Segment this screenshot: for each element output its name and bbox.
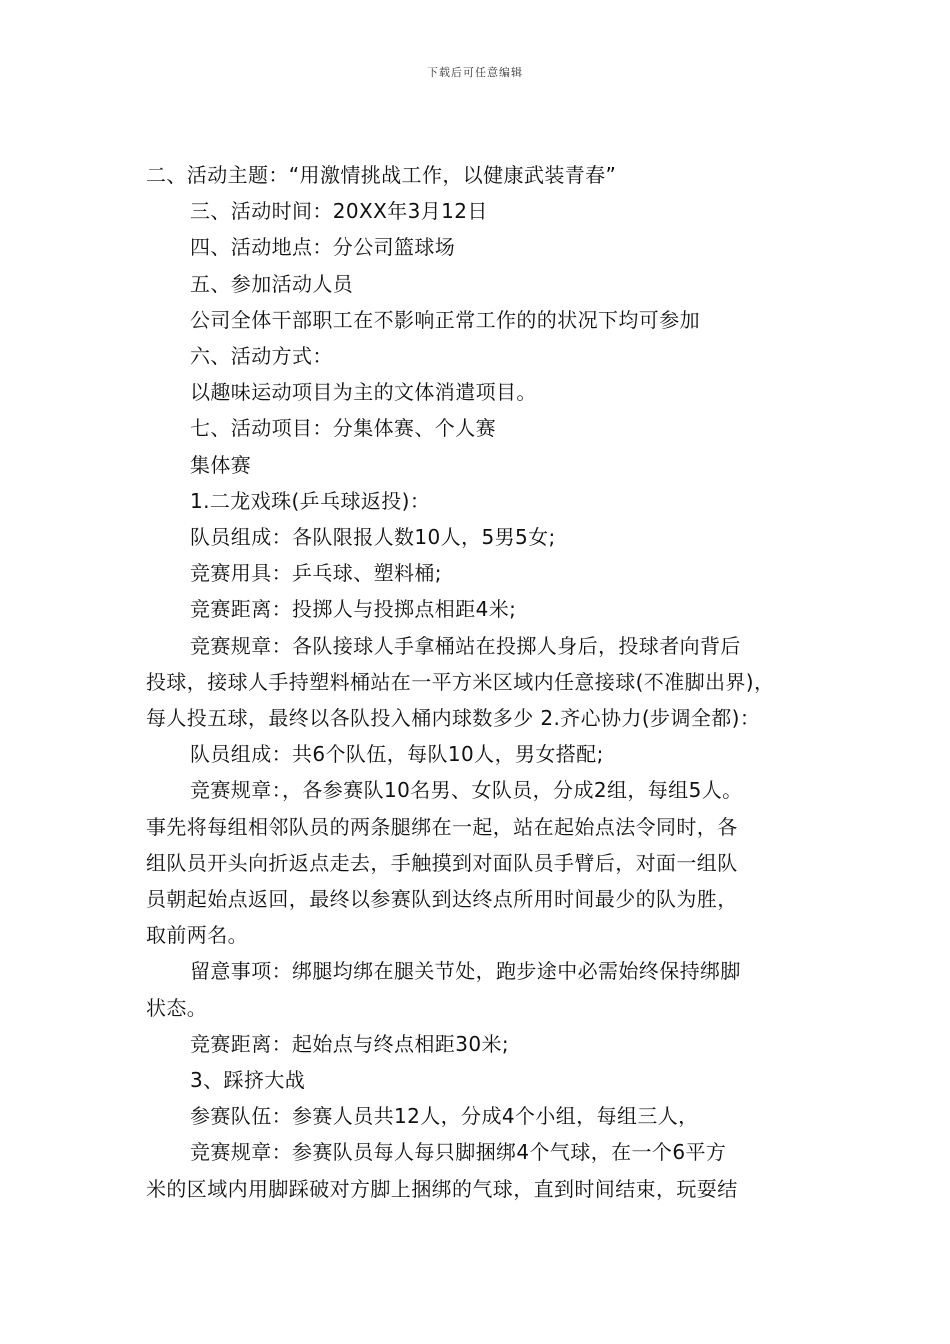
text-line: 竞赛距离：投掷人与投掷点相距4米; (190, 597, 517, 622)
text-line: 队员组成：共6个队伍，每队10人，男女搭配; (190, 742, 604, 767)
text-line: 事先将每组相邻队员的两条腿绑在一起，站在起始点法令同时，各 (146, 814, 738, 839)
text-line: 四、活动地点：分公司篮球场 (190, 235, 456, 260)
text-line: 竞赛用具：乒乓球、塑料桶; (190, 561, 442, 586)
text-line: 参赛队伍：参赛人员共12人，分成4个小组，每组三人， (190, 1104, 699, 1129)
text-line: 员朝起始点返回，最终以参赛队到达终点所用时间最少的队为胜， (146, 887, 738, 912)
text-line: 状态。 (146, 995, 208, 1020)
document-body (146, 157, 818, 1207)
text-line: 二、活动主题：“用激情挑战工作，以健康武装青春” (146, 163, 617, 187)
text-line: 六、活动方式： (190, 344, 333, 369)
text-line: 竞赛规章：参赛队员每人每只脚捆绑4个气球，在一个6平方 (190, 1140, 727, 1165)
text-line: 3、踩挤大战 (190, 1068, 306, 1093)
page-header-note: 下载后可任意编辑 (427, 66, 523, 79)
text-line: 以趣味运动项目为主的文体消遣项目。 (190, 380, 537, 405)
text-line: 公司全体干部职工在不影响正常工作的的状况下均可参加 (190, 307, 700, 332)
text-line: 七、活动项目：分集体赛、个人赛 (190, 416, 496, 441)
text-line: 竞赛规章：，各参赛队10名男、女队员，分成2组，每组5人。 (190, 778, 743, 803)
text-line: 竞赛规章：各队接球人手拿桶站在投掷人身后，投球者向背后 (190, 633, 741, 658)
text-line: 队员组成：各队限报人数10人，5男5女; (190, 525, 556, 550)
text-line: 米的区域内用脚踩破对方脚上捆绑的气球，直到时间结束，玩耍结 (146, 1176, 738, 1201)
text-line: 三、活动时间：20XX年3月12日 (190, 199, 488, 224)
text-line: 取前两名。 (146, 923, 248, 948)
text-line: 集体赛 (190, 452, 252, 477)
text-line: 投球，接球人手持塑料桶站在一平方米区域内任意接球(不准脚出界)， (146, 669, 775, 694)
text-line: 竞赛距离：起始点与终点相距30米; (190, 1031, 509, 1056)
text-line: 五、参加活动人员 (190, 271, 354, 296)
text-line: 每人投五球，最终以各队投入桶内球数多少 2.齐心协力(步调全都)： (146, 706, 761, 731)
text-line: 留意事项：绑腿均绑在腿关节处，跑步途中必需始终保持绑脚 (190, 959, 741, 984)
text-line: 组队员开头向折返点走去，手触摸到对面队员手臂后，对面一组队 (146, 850, 738, 875)
text-line: 1.二龙戏珠(乒乓球返投)： (190, 488, 431, 513)
